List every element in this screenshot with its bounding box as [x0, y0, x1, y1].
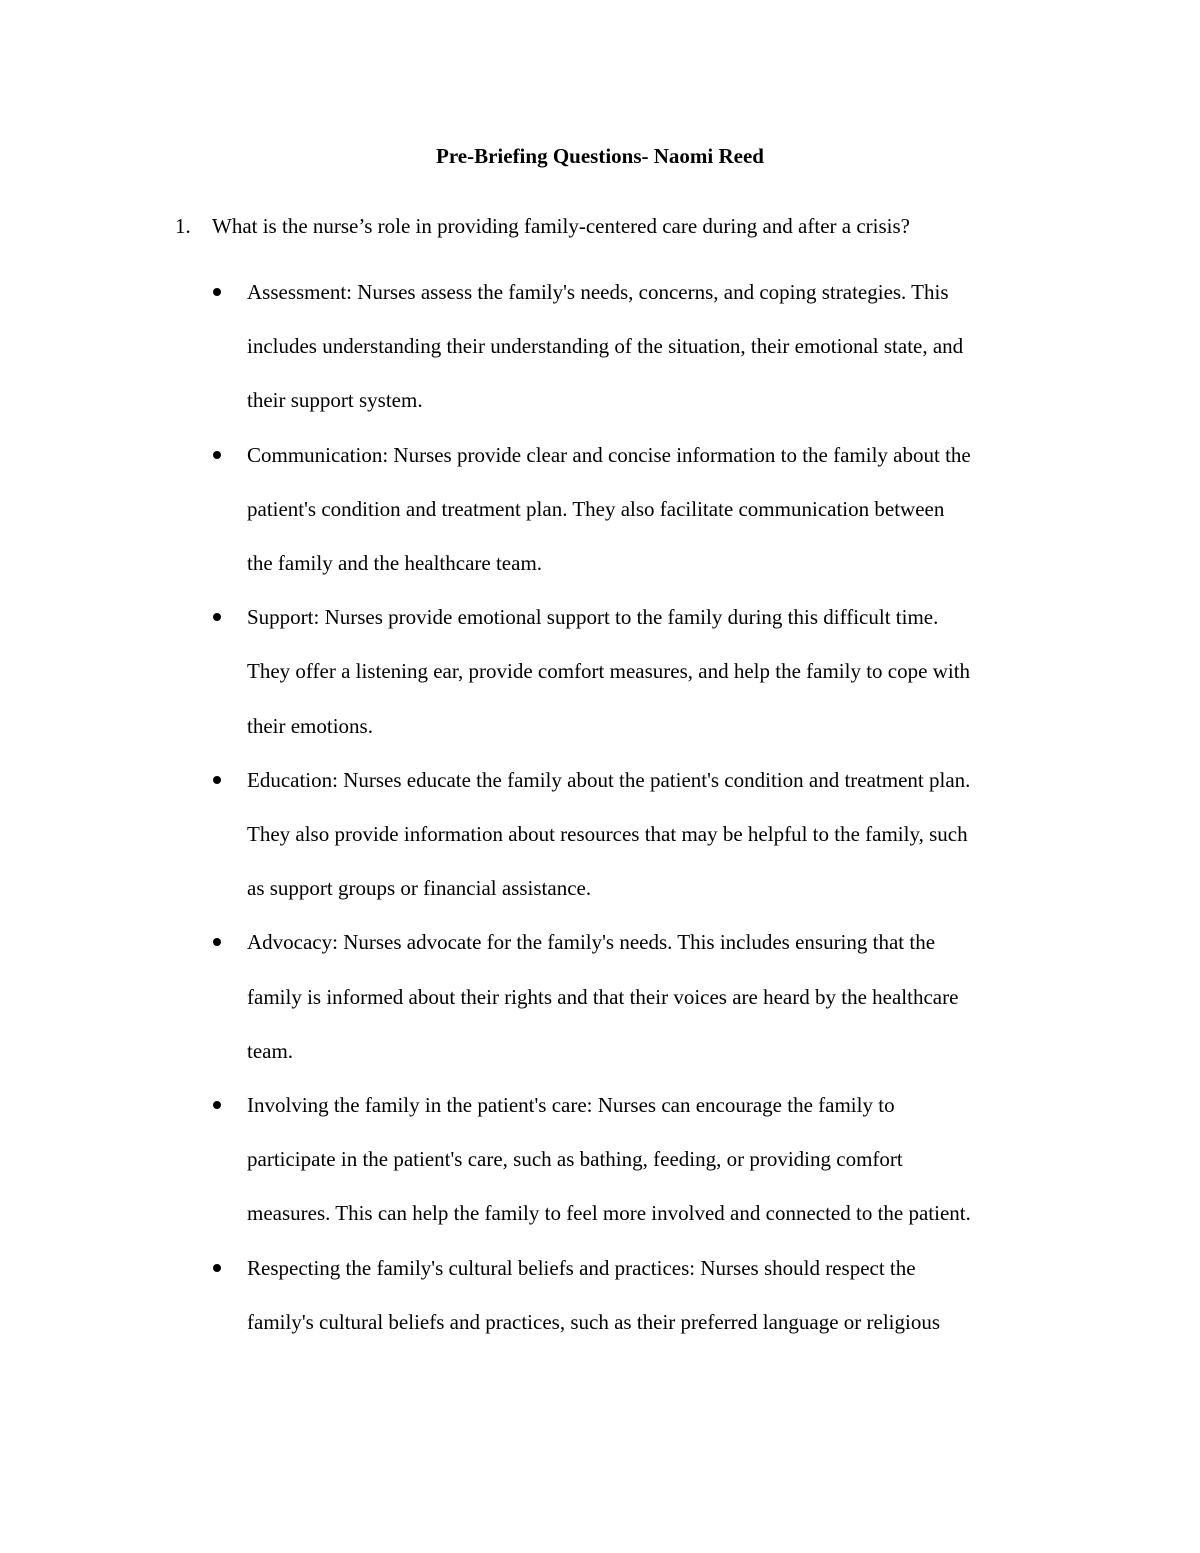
text-line: participate in the patient's care, such as bathing, feeding, or providing comfort — [247, 1147, 903, 1172]
bullet-cultural-beliefs — [210, 1241, 1080, 1349]
bullet-text — [247, 1241, 1080, 1349]
bullet-communication — [210, 428, 1080, 591]
bullet-involving-family — [210, 1078, 1080, 1241]
bullet-icon — [213, 451, 221, 459]
question-text: What is the nurse’s role in providing family-centered care during and after a crisis? — [212, 214, 910, 238]
bullet-support — [210, 590, 1080, 753]
answer-bullet-list — [210, 265, 1080, 1349]
text-line: Involving the family in the patient's care: Nurses can encourage the family to — [247, 1093, 895, 1118]
document-title: Pre-Briefing Questions- Naomi Reed — [436, 144, 764, 168]
bullet-assessment — [210, 265, 1080, 428]
text-line: Assessment: Nurses assess the family's needs, concerns, and coping strategies. This — [247, 280, 949, 304]
bullet-text — [247, 1078, 1080, 1241]
bullet-education — [210, 753, 1080, 916]
text-line: team. — [247, 1038, 294, 1063]
question-1 — [175, 211, 1075, 241]
bullet-text — [247, 428, 1080, 591]
text-line: their support system. — [247, 388, 423, 413]
text-line: family's cultural beliefs and practices, such as their preferred language or religious — [247, 1309, 941, 1334]
text-line: patient's condition and treatment plan. They also facilitate communication between — [247, 496, 945, 521]
text-line: Support: Nurses provide emotional support to the family during this difficult time. — [247, 605, 939, 630]
question-number: 1. — [175, 214, 191, 238]
text-line: the family and the healthcare team. — [247, 551, 543, 576]
bullet-icon — [213, 1101, 221, 1109]
text-line: as support groups or financial assistance. — [247, 876, 592, 901]
bullet-icon — [213, 613, 221, 621]
bullet-text — [247, 753, 1080, 916]
text-line: They also provide information about resources that may be helpful to the family, such — [247, 822, 968, 847]
bullet-icon — [213, 776, 221, 784]
text-line: They offer a listening ear, provide comfort measures, and help the family to cope with — [247, 659, 971, 684]
bullet-text — [247, 590, 1080, 753]
text-line: their emotions. — [247, 713, 373, 738]
text-line: Communication: Nurses provide clear and concise information to the family about the — [247, 442, 971, 467]
bullet-advocacy — [210, 915, 1080, 1078]
bullet-text — [247, 915, 1080, 1078]
text-line: family is informed about their rights and that their voices are heard by the healthcare — [247, 984, 959, 1009]
text-line: Advocacy: Nurses advocate for the family's needs. This includes ensuring that the — [247, 930, 936, 955]
bullet-icon — [213, 1264, 221, 1272]
bullet-text — [247, 265, 1080, 428]
bullet-icon — [213, 938, 221, 946]
text-line: measures. This can help the family to feel more involved and connected to the patient. — [247, 1201, 971, 1226]
bullet-icon — [213, 288, 221, 296]
text-line: includes understanding their understanding of the situation, their emotional state, and — [247, 334, 964, 359]
text-line: Education: Nurses educate the family about the patient's condition and treatment plan. — [247, 767, 971, 792]
text-line: Respecting the family's cultural beliefs and practices: Nurses should respect the — [247, 1255, 916, 1280]
